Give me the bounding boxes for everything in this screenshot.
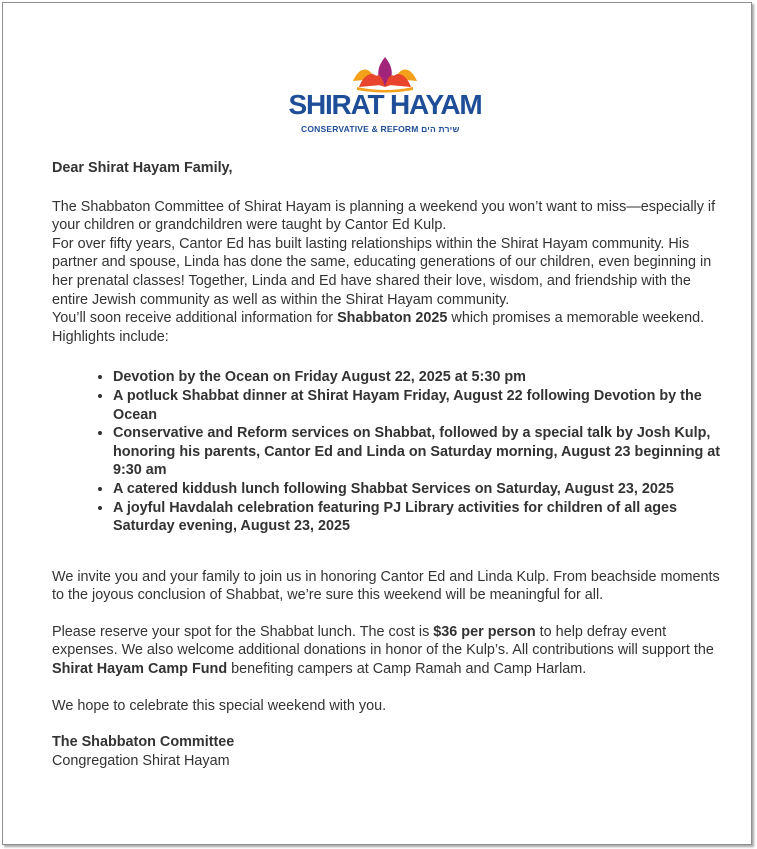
reserve-paragraph xyxy=(52,623,722,679)
letter-greeting: Dear Shirat Hayam Family, xyxy=(52,160,233,176)
intro-line-3-text: You’ll soon receive additional information for xyxy=(52,310,338,327)
intro-line-3 xyxy=(52,309,722,346)
logo-flame-icon xyxy=(277,53,493,93)
closing-paragraph: We hope to celebrate this special weekend with you. xyxy=(52,697,387,714)
invite-paragraph: We invite you and your family to join us in honoring Cantor Ed and Linda Kulp. From beachside moments to the joyous conclusion of Shabbat, we’re sure this weekend will be meaningful for all. xyxy=(52,568,720,604)
highlight-item: • A joyful Havdalah celebration featuring PJ Library activities for children of all ages Saturday evening, August 23, 2025 xyxy=(113,499,722,536)
highlight-item: • Conservative and Reform services on Shabbat, followed by a special talk by Josh Kulp, honoring his parents, Cantor Ed and Linda on Saturday morning, August 23 beginning at 9:30 am xyxy=(113,424,722,480)
intro-line-3-end: which promises a memorable weekend. Highlights include: xyxy=(52,310,705,345)
logo-tagline: CONSERVATIVE & REFORM שירת הים xyxy=(301,124,460,134)
intro-line-2: For over fifty years, Cantor Ed has built lasting relationships within the Shirat Hayam community. His partner and spouse, Linda has done the same, educating generations of our children, even beginning in her prenatal classes! Together, Linda and Ed have shared their love, wisdom, and friendship with the entire Jewish community as well as within the Shirat Hayam community. xyxy=(52,235,712,308)
shirat-hayam-logo xyxy=(277,53,493,137)
intro-line-1: The Shabbaton Committee of Shirat Hayam is planning a weekend you won’t want to miss—especially if your children or grandchildren were taught by Cantor Ed Kulp. xyxy=(52,198,716,234)
reserve-text-1: Please reserve your spot for the Shabbat lunch. The cost is xyxy=(52,623,434,640)
signature-committee: The Shabbaton Committee xyxy=(52,734,235,751)
signature xyxy=(52,733,722,770)
letter-content xyxy=(52,159,722,770)
highlights-list xyxy=(52,368,722,535)
email-body-frame xyxy=(2,2,752,845)
logo-wordmark: SHIRAT HAYAM xyxy=(288,89,482,120)
cost-bold: $36 per person xyxy=(433,623,536,640)
signature-congregation: Congregation Shirat Hayam xyxy=(52,752,230,769)
highlight-item: • A catered kiddush lunch following Shabbat Services on Saturday, August 23, 2025 xyxy=(113,480,722,499)
shabbaton-2025-bold: Shabbaton 2025 xyxy=(337,310,448,327)
reserve-text-3: benefiting campers at Camp Ramah and Camp Harlam. xyxy=(227,661,587,678)
intro-paragraph xyxy=(52,198,722,347)
camp-fund-bold: Shirat Hayam Camp Fund xyxy=(52,661,228,678)
highlight-item: • Devotion by the Ocean on Friday August 22, 2025 at 5:30 pm xyxy=(113,368,722,387)
highlight-item: • A potluck Shabbat dinner at Shirat Hayam Friday, August 22 following Devotion by the Ocean xyxy=(113,387,722,424)
reserve-text-2: to help defray event expenses. We also welcome additional donations in honor of the Kulp’s. All contributions will support the xyxy=(52,623,714,659)
